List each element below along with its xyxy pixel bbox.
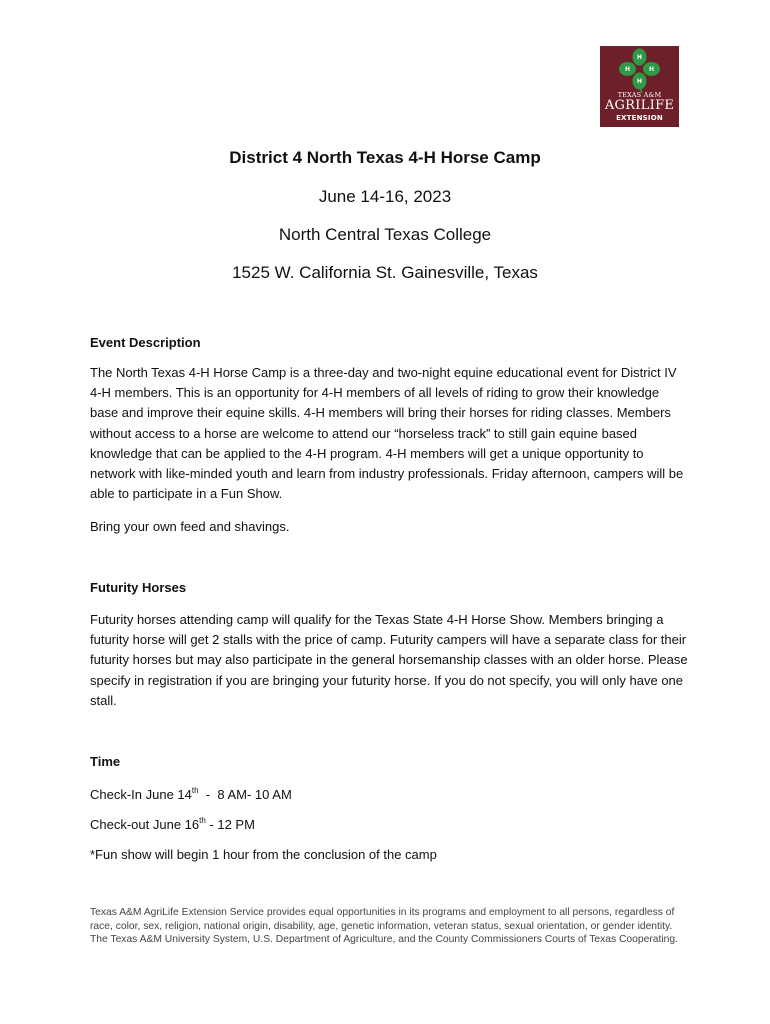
clover-letter-top: H: [636, 54, 643, 61]
checkout-date: Check-out June 16: [90, 817, 200, 832]
equal-opportunity-footer: Texas A&M AgriLife Extension Service provides equal opportunities in its programs and employment to all persons, regardless of race, color, sex, religion, national origin, disability, age, genetic information, veteran status, sexual orientation, or gender identity. The Texas A&M University System, U.S. Department of Agriculture, and the County Commissioners Courts of Texas Cooperating.: [90, 907, 678, 946]
clover-letter-right: H: [648, 66, 655, 73]
agrilife-logo: [600, 46, 679, 127]
checkin-line: [90, 786, 292, 802]
checkin-date: Check-In June 14: [90, 787, 192, 802]
fun-show-note: *Fun show will begin 1 hour from the conclusion of the camp: [90, 847, 437, 862]
feed-note: Bring your own feed and shavings.: [90, 519, 290, 534]
event-dates: June 14-16, 2023: [318, 187, 452, 206]
clover-icon: [600, 46, 679, 94]
clover-letter-left: H: [624, 66, 631, 73]
logo-line-texas-am: TEXAS A&M: [617, 91, 662, 99]
checkout-ordinal: th: [199, 816, 206, 825]
logo-line-extension: EXTENSION: [616, 114, 663, 122]
event-address: 1525 W. California St. Gainesville, Texas: [232, 263, 538, 282]
event-venue: North Central Texas College: [278, 225, 492, 244]
checkout-line: [90, 816, 255, 832]
checkin-ordinal: th: [191, 786, 199, 795]
checkout-time: - 12 PM: [205, 817, 255, 832]
event-title: District 4 North Texas 4-H Horse Camp: [229, 148, 541, 167]
clover-letter-bottom: H: [636, 78, 643, 85]
logo-line-agrilife: AGRILIFE: [604, 98, 675, 113]
futurity-body: Futurity horses attending camp will qualify for the Texas State 4-H Horse Show. Members bringing a futurity horse will get 2 stalls with the price of camp. Futurity campers will have a separate class for their futurity horses but may also participate in the general horsemanship classes with an older horse. Please specify in registration if you are bringing your futurity horse. If you do not specify, you will only have one stall.: [90, 612, 688, 708]
event-description-heading: Event Description: [90, 335, 201, 350]
checkin-time: - 8 AM- 10 AM: [198, 787, 292, 802]
event-description-body: The North Texas 4-H Horse Camp is a three-day and two-night equine educational event for District IV 4-H members. This is an opportunity for 4-H members of all levels of riding to grow their knowledge base and improve their equine skills. 4-H members will bring their horses for riding classes. Members without access to a horse are welcome to attend our “horseless track” to still gain equine based knowledge that can be applied to the 4-H program. 4-H members will get a unique opportunity to network with like-minded youth and learn from industry professionals. Friday afternoon, campers will be able to participate in a Fun Show.: [90, 365, 684, 502]
time-heading: Time: [90, 754, 121, 769]
futurity-heading: Futurity Horses: [90, 580, 187, 595]
